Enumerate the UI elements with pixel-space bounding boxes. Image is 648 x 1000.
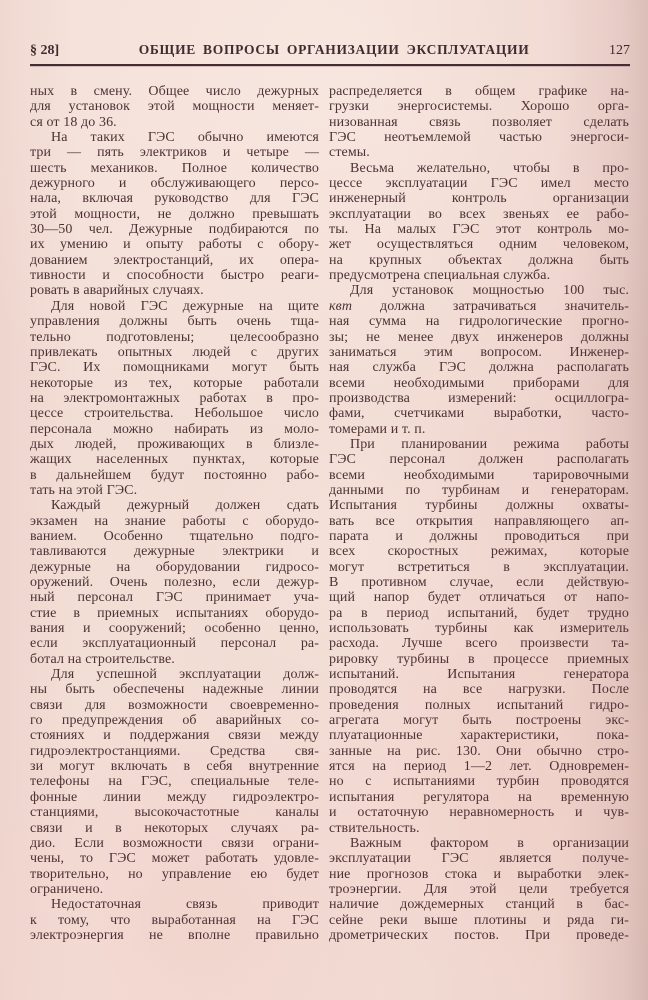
text-line: ных в смену. Общее число дежурных xyxy=(30,84,319,99)
text-line: наличие дождемерных станций в бас- xyxy=(329,897,629,913)
text-line: всеми необходимыми приборами для xyxy=(329,375,629,391)
text-line: жащих населенных пунктах, которые xyxy=(30,452,319,468)
text-line: к тому, что выработанная на ГЭС xyxy=(30,912,319,928)
text-line: нала, включая руководство для ГЭС xyxy=(30,191,319,207)
text-line: испытаний. Испытания генератора xyxy=(329,667,629,683)
text-line: ГЭС. Их помощниками могут быть xyxy=(30,360,319,376)
text-line: гидроэлектростанциями. Средства свя- xyxy=(30,743,319,759)
text-columns xyxy=(30,84,629,943)
text-line: и остаточную неравномерность и чув- xyxy=(329,805,629,821)
text-line: щий напор будет отличаться от напо- xyxy=(329,590,629,606)
text-line: занные на рис. 130. Они обычно стро- xyxy=(329,743,629,759)
text-line: ствительность. xyxy=(329,820,420,836)
page-header xyxy=(30,42,630,59)
text-line: квт должна затрачиваться значитель- xyxy=(329,298,629,314)
text-line: ная служба ГЭС должна располагать xyxy=(329,360,629,376)
text-line: станциями, высокочастотные каналы xyxy=(30,805,319,821)
text-line: На таких ГЭС обычно имеются xyxy=(51,130,319,146)
text-line: стие в приемных испытаниях оборудо- xyxy=(30,605,319,621)
text-line: томерами и т. п. xyxy=(329,421,426,437)
text-line: цессе строительства. Небольшое число xyxy=(30,406,319,422)
text-line: При планировании режима работы xyxy=(350,436,629,452)
section-marker: § 28] xyxy=(30,43,60,58)
text-line: привлекать опытных людей с других xyxy=(30,344,319,360)
text-line: некоторые из тех, которые работали xyxy=(30,375,319,391)
text-line: управления должны быть очень тща- xyxy=(30,314,319,330)
text-line: стояниях и поддержания связи между xyxy=(30,728,319,744)
text-line: дио. Если возможности связи ограни- xyxy=(30,835,319,851)
text-line: дрометрических постов. При проведе- xyxy=(329,927,629,943)
text-line: плуатационные характеристики, пока- xyxy=(329,728,629,744)
text-line: испытания регулятора на временную xyxy=(329,789,629,805)
text-line: ты. На малых ГЭС этот контроль мо- xyxy=(329,222,629,238)
text-line: данными по турбинам и генераторам. xyxy=(329,482,629,498)
text-line: агрегата могут быть построены экс- xyxy=(329,713,629,729)
text-line: фами, счетчиками выработки, часто- xyxy=(329,406,629,422)
text-line: дованием электростанций, их опера- xyxy=(30,252,319,268)
text-line: могут встретиться в эксплуатации. xyxy=(329,559,629,575)
text-line: три — пять электриков и четыре — xyxy=(30,145,319,161)
text-line: парата и должны проводиться при xyxy=(329,528,629,544)
text-line: 30—50 чел. Дежурные подбираются по xyxy=(30,222,319,238)
text-line: использовать турбины как измеритель xyxy=(329,621,629,637)
text-line: инженерный контроль организации xyxy=(329,191,629,207)
text-line: оружений. Очень полезно, если дежур- xyxy=(30,575,319,590)
text-line: вания и сооружений; особенно ценно, xyxy=(30,621,319,637)
text-line: дых людей, проживающих в близле- xyxy=(30,436,319,452)
text-line: тельно подготовлены; целесообразно xyxy=(30,329,319,345)
text-line: грузки энергосистемы. Хорошо орга- xyxy=(329,99,629,115)
text-line: чены, то ГЭС может работать удовле- xyxy=(30,851,319,867)
text-line: ние прогнозов стока и выработки элек- xyxy=(329,866,629,882)
text-line: Для установок мощностью 100 тыс. xyxy=(350,283,629,299)
text-line: персонала можно набирать из моло- xyxy=(30,421,319,437)
text-line: но с испытаниями турбин проводятся xyxy=(329,774,629,790)
text-line: Недостаточная связь приводит xyxy=(51,897,319,913)
running-title: ОБЩИЕ ВОПРОСЫ ОРГАНИЗАЦИИ ЭКСПЛУАТАЦИИ xyxy=(138,42,530,57)
text-line: дежурного и обслуживающего персо- xyxy=(30,176,319,192)
text-line: ограничено. xyxy=(30,881,104,897)
text-line: ятся на период 1—2 лет. Одновремен- xyxy=(329,759,629,775)
text-line: этой мощности, не должно превышать xyxy=(30,206,319,222)
text-line: ботал на строительстве. xyxy=(30,651,175,667)
text-line: Важным фактором в организации xyxy=(350,835,629,851)
text-line: ГЭС персонал должен располагать xyxy=(329,452,629,468)
left-column xyxy=(30,84,319,943)
text-line: телефоны на ГЭС, специальные теле- xyxy=(30,774,319,790)
text-line: их умению и опыту работы с обору- xyxy=(30,237,319,253)
text-line: расхода. Лучше всего произвести та- xyxy=(329,636,629,652)
text-line: низованная связь позволяет сделать xyxy=(329,114,629,130)
text-line: электроэнергия не вполне правильно xyxy=(30,927,319,943)
text-line: проведения полных испытаний гидро- xyxy=(329,697,629,713)
text-line: ровать в аварийных случаях. xyxy=(30,283,204,299)
text-line: Для успешной эксплуатации долж- xyxy=(51,667,319,683)
text-line: фонные линии между гидроэлектро- xyxy=(30,789,319,805)
text-line: стемы. xyxy=(329,145,370,161)
text-line: всеми необходимыми тарировочными xyxy=(329,467,629,483)
right-column xyxy=(329,84,629,943)
text-line: ны быть обеспечены надежные линии xyxy=(30,682,319,698)
text-line: ра в период испытаний, будет трудно xyxy=(329,605,629,621)
text-line: связи для возможности своевременно- xyxy=(30,697,319,713)
text-line: троэнергии. Для этой цели требуется xyxy=(329,881,629,897)
text-line: эксплуатации во всех звеньях ее рабо- xyxy=(329,206,629,222)
text-line: Каждый дежурный должен сдать xyxy=(51,498,319,514)
text-line: тать на этой ГЭС. xyxy=(30,482,138,498)
text-line: для установок этой мощности меняет- xyxy=(30,99,319,115)
text-line: всех скоростных режимах, которые xyxy=(329,544,629,560)
text-line: производства измерений: осциллогра- xyxy=(329,390,629,406)
text-line: жет осуществляться одним человеком, xyxy=(329,237,629,253)
text-line: дежурные на оборудовании гидросо- xyxy=(30,559,319,575)
text-line: распределяется в общем графике на- xyxy=(329,84,629,99)
text-line: творительно, но управление ею будет xyxy=(30,866,319,882)
text-line: Для новой ГЭС дежурные на щите xyxy=(51,298,319,314)
text-line: на электромонтажных работах в про- xyxy=(30,390,319,406)
page-number: 127 xyxy=(609,43,630,58)
text-line: го предупреждения об аварийных со- xyxy=(30,713,319,729)
text-line: цессе эксплуатации ГЭС имел место xyxy=(329,176,629,192)
text-line: Весьма желательно, чтобы в про- xyxy=(350,160,629,176)
text-line: заниматься этим вопросом. Инженер- xyxy=(329,344,629,360)
text-line: ся от 18 до 36. xyxy=(30,114,117,130)
text-line: тавливаются дежурные электрики и xyxy=(30,544,319,560)
text-line: зы; не менее двух инженеров должны xyxy=(329,329,629,345)
text-line: вать все открытия направляющего ап- xyxy=(329,513,629,529)
text-line: В противном случае, если действую- xyxy=(329,575,629,590)
text-line: экзамен на знание работы с оборудо- xyxy=(30,513,319,529)
text-line: шесть механиков. Полное количество xyxy=(30,160,319,176)
text-line: проводятся на все нагрузки. После xyxy=(329,682,629,698)
text-line: сейне реки выше плотины и ряда ги- xyxy=(329,912,629,928)
text-line: ный персонал ГЭС принимает уча- xyxy=(30,590,319,606)
text-line: если эксплуатационный персонал ра- xyxy=(30,636,319,652)
text-line: ная сумма на гидрологические прогно- xyxy=(329,314,629,330)
text-line: эксплуатации ГЭС является получе- xyxy=(329,851,629,867)
text-line: ванием. Особенно тщательно подго- xyxy=(30,528,319,544)
text-line: на крупных объектах должна быть xyxy=(329,252,629,268)
text-line: зи могут включать в себя внутренние xyxy=(30,759,319,775)
text-line: Испытания турбины должны охваты- xyxy=(329,498,629,514)
text-line: в дальнейшем будут постоянно рабо- xyxy=(30,467,319,483)
header-rule xyxy=(30,64,630,66)
text-line: рировку турбины в процессе приемных xyxy=(329,651,629,667)
text-line: тивности и способности быстро реаги- xyxy=(30,268,319,284)
text-line: связи и в некоторых случаях ра- xyxy=(30,820,319,836)
text-line: предусмотрена специальная служба. xyxy=(329,268,551,284)
text-line: ГЭС неотъемлемой частью энергоси- xyxy=(329,130,629,146)
